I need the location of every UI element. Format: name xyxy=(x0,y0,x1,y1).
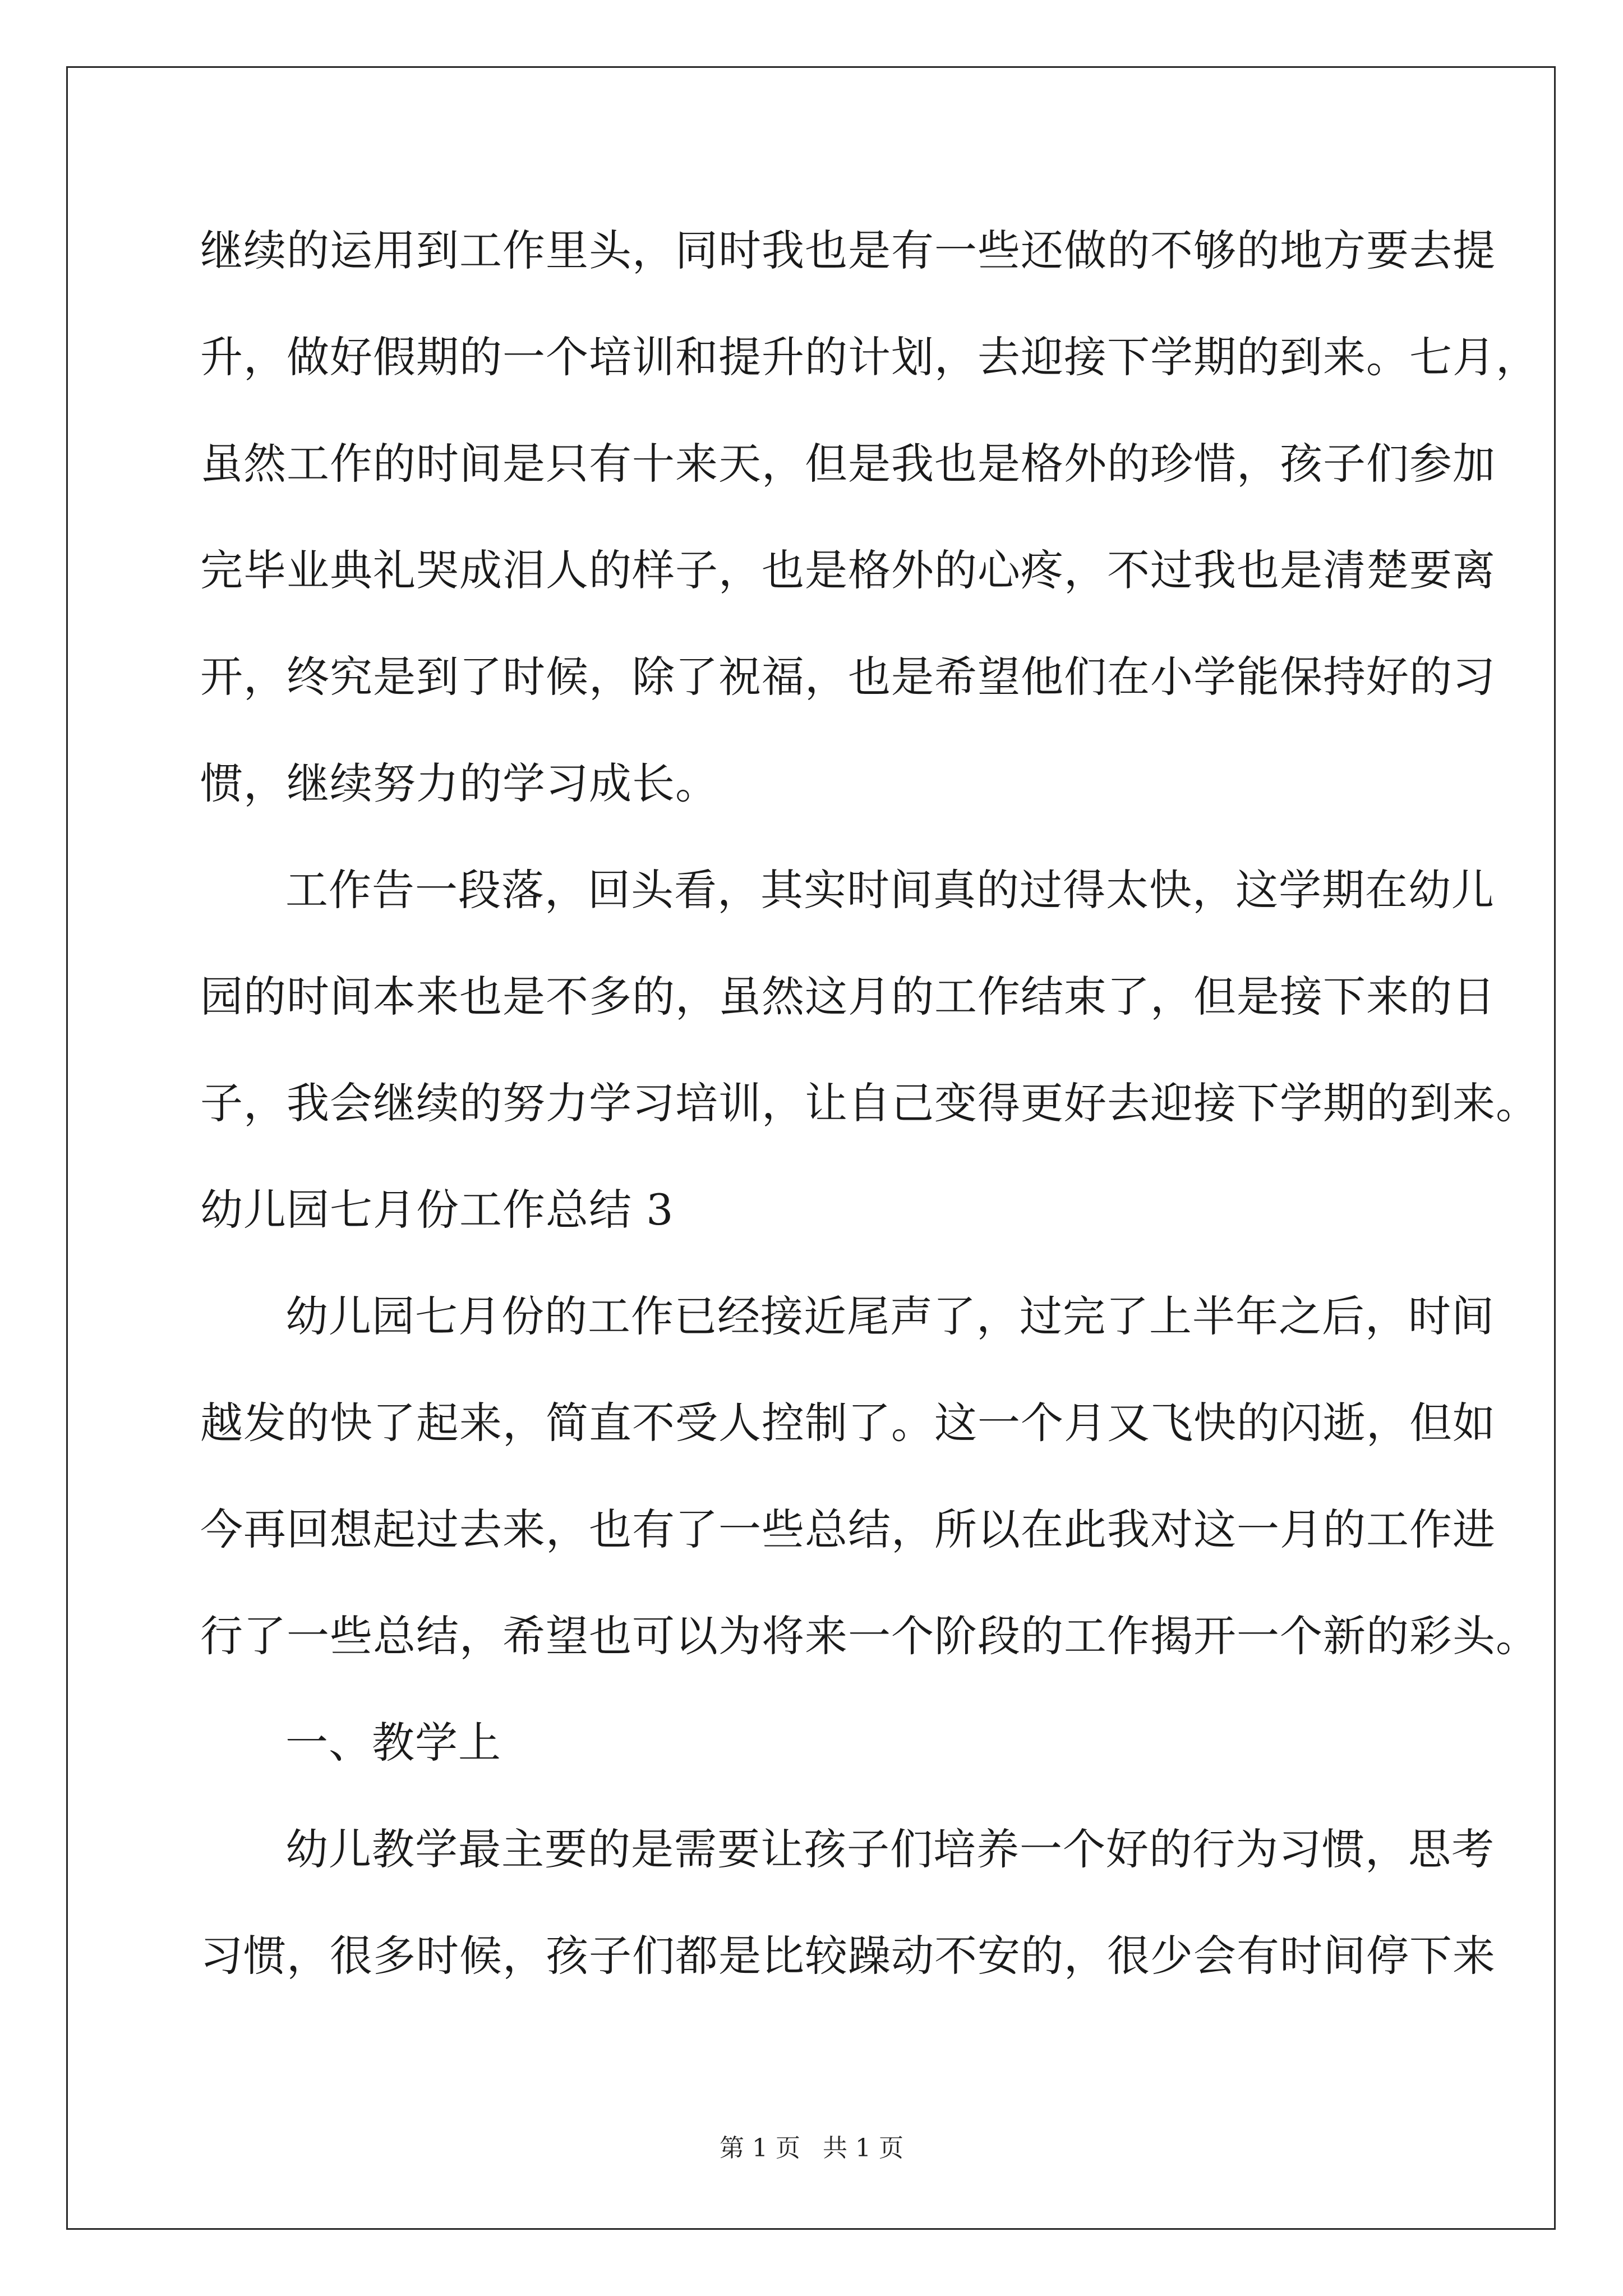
text-line: 继续的运用到工作里头，同时我也是有一些还做的不够的地方要去提 xyxy=(200,226,1496,275)
page-footer xyxy=(0,2132,1623,2165)
text-line: 行了一些总结，希望也可以为将来一个阶段的工作揭开一个新的彩头。 xyxy=(200,1611,1539,1661)
text-line: 虽然工作的时间是只有十来天，但是我也是格外的珍惜，孩子们参加 xyxy=(200,439,1496,489)
paragraph-start-line: 工作告一段落，回头看，其实时间真的过得太快，这学期在幼儿 xyxy=(285,865,1495,915)
text-line: 开，终究是到了时候，除了祝福，也是希望他们在小学能保持好的习 xyxy=(200,652,1496,702)
subsection-heading: 一、教学上 xyxy=(285,1718,501,1768)
text-line: 习惯，很多时候，孩子们都是比较躁动不安的，很少会有时间停下来 xyxy=(200,1931,1496,1981)
text-line: 今再回想起过去来，也有了一些总结，所以在此我对这一月的工作进 xyxy=(200,1504,1496,1554)
text-line: 子，我会继续的努力学习培训，让自己变得更好去迎接下学期的到来。 xyxy=(200,1078,1539,1128)
text-line: 越发的快了起来，简直不受人控制了。这一个月又飞快的闪逝，但如 xyxy=(200,1398,1496,1448)
document-body xyxy=(200,209,1539,2021)
paragraph-start-line: 幼儿教学最主要的是需要让孩子们培养一个好的行为习惯，思考 xyxy=(285,1824,1495,1874)
text-line: 升，做好假期的一个培训和提升的计划，去迎接下学期的到来。七月， xyxy=(200,332,1539,382)
paragraph-start-line: 幼儿园七月份的工作已经接近尾声了，过完了上半年之后，时间 xyxy=(285,1291,1495,1341)
page-number-current: 第 1 页 xyxy=(720,2134,800,2162)
page-number-total: 共 1 页 xyxy=(823,2134,903,2162)
text-line: 惯，继续努力的学习成长。 xyxy=(200,758,718,808)
text-line: 园的时间本来也是不多的，虽然这月的工作结束了，但是接下来的日 xyxy=(200,972,1496,1022)
section-heading: 幼儿园七月份工作总结 3 xyxy=(200,1185,674,1235)
text-line: 完毕业典礼哭成泪人的样子，也是格外的心疼，不过我也是清楚要离 xyxy=(200,545,1496,595)
